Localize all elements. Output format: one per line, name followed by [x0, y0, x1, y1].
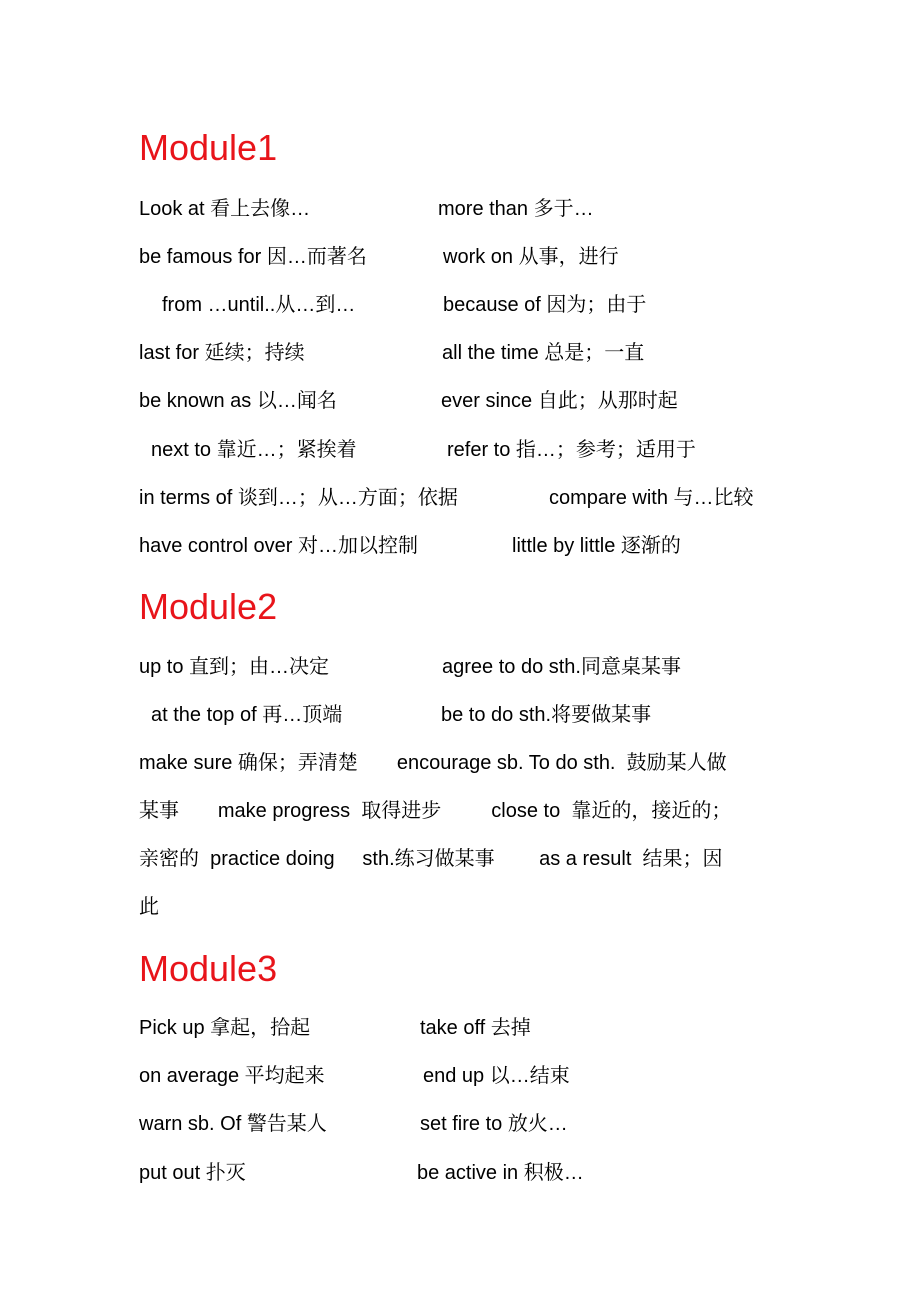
phrase-left: next to 靠近…；紧挨着 — [151, 439, 357, 461]
phrase-right: set fire to 放火… — [420, 1113, 568, 1135]
paragraph-line: make sure 确保；弄清楚 encourage sb. To do sth. 鼓励某人做 — [139, 752, 727, 774]
phrase-right: agree to do sth.同意桌某事 — [442, 656, 681, 678]
module3-heading: Module3 — [139, 948, 278, 989]
phrase-left: have control over 对…加以控制 — [139, 535, 418, 557]
phrase-left: last for 延续；持续 — [139, 342, 305, 364]
phrase-left: be famous for 因…而著名 — [139, 246, 367, 268]
phrase-left: at the top of 再…顶端 — [151, 704, 343, 726]
phrase-right: refer to 指…；参考；适用于 — [447, 439, 696, 461]
phrase-left: in terms of 谈到…；从…方面；依据 — [139, 487, 458, 509]
phrase-right: all the time 总是；一直 — [442, 342, 645, 364]
phrase-right: compare with 与…比较 — [549, 487, 754, 509]
phrase-right: take off 去掉 — [420, 1017, 531, 1039]
paragraph-line: 此 — [139, 896, 159, 918]
phrase-left: warn sb. Of 警告某人 — [139, 1113, 327, 1135]
phrase-right: more than 多于… — [438, 198, 594, 220]
phrase-left: Look at 看上去像… — [139, 198, 311, 220]
phrase-left: be known as 以…闻名 — [139, 390, 337, 412]
phrase-right: little by little 逐渐的 — [512, 535, 681, 557]
phrase-right: because of 因为；由于 — [443, 294, 647, 316]
phrase-right: end up 以…结束 — [423, 1065, 570, 1087]
paragraph-line: 亲密的 practice doing sth.练习做某事 as a result 结果；因 — [139, 848, 723, 870]
phrase-left: up to 直到；由…决定 — [139, 656, 330, 678]
phrase-left: Pick up 拿起，拾起 — [139, 1017, 311, 1039]
phrase-right: be to do sth.将要做某事 — [441, 704, 652, 726]
phrase-right: ever since 自此；从那时起 — [441, 390, 678, 412]
paragraph-line: 某事 make progress 取得进步 close to 靠近的，接近的； — [139, 800, 732, 822]
phrase-right: work on 从事，进行 — [443, 246, 619, 268]
module1-heading: Module1 — [139, 127, 278, 168]
phrase-left: put out 扑灭 — [139, 1162, 246, 1184]
module2-heading: Module2 — [139, 586, 278, 627]
phrase-left: from …until..从…到… — [162, 294, 356, 316]
phrase-right: be active in 积极… — [417, 1162, 584, 1184]
phrase-left: on average 平均起来 — [139, 1065, 325, 1087]
